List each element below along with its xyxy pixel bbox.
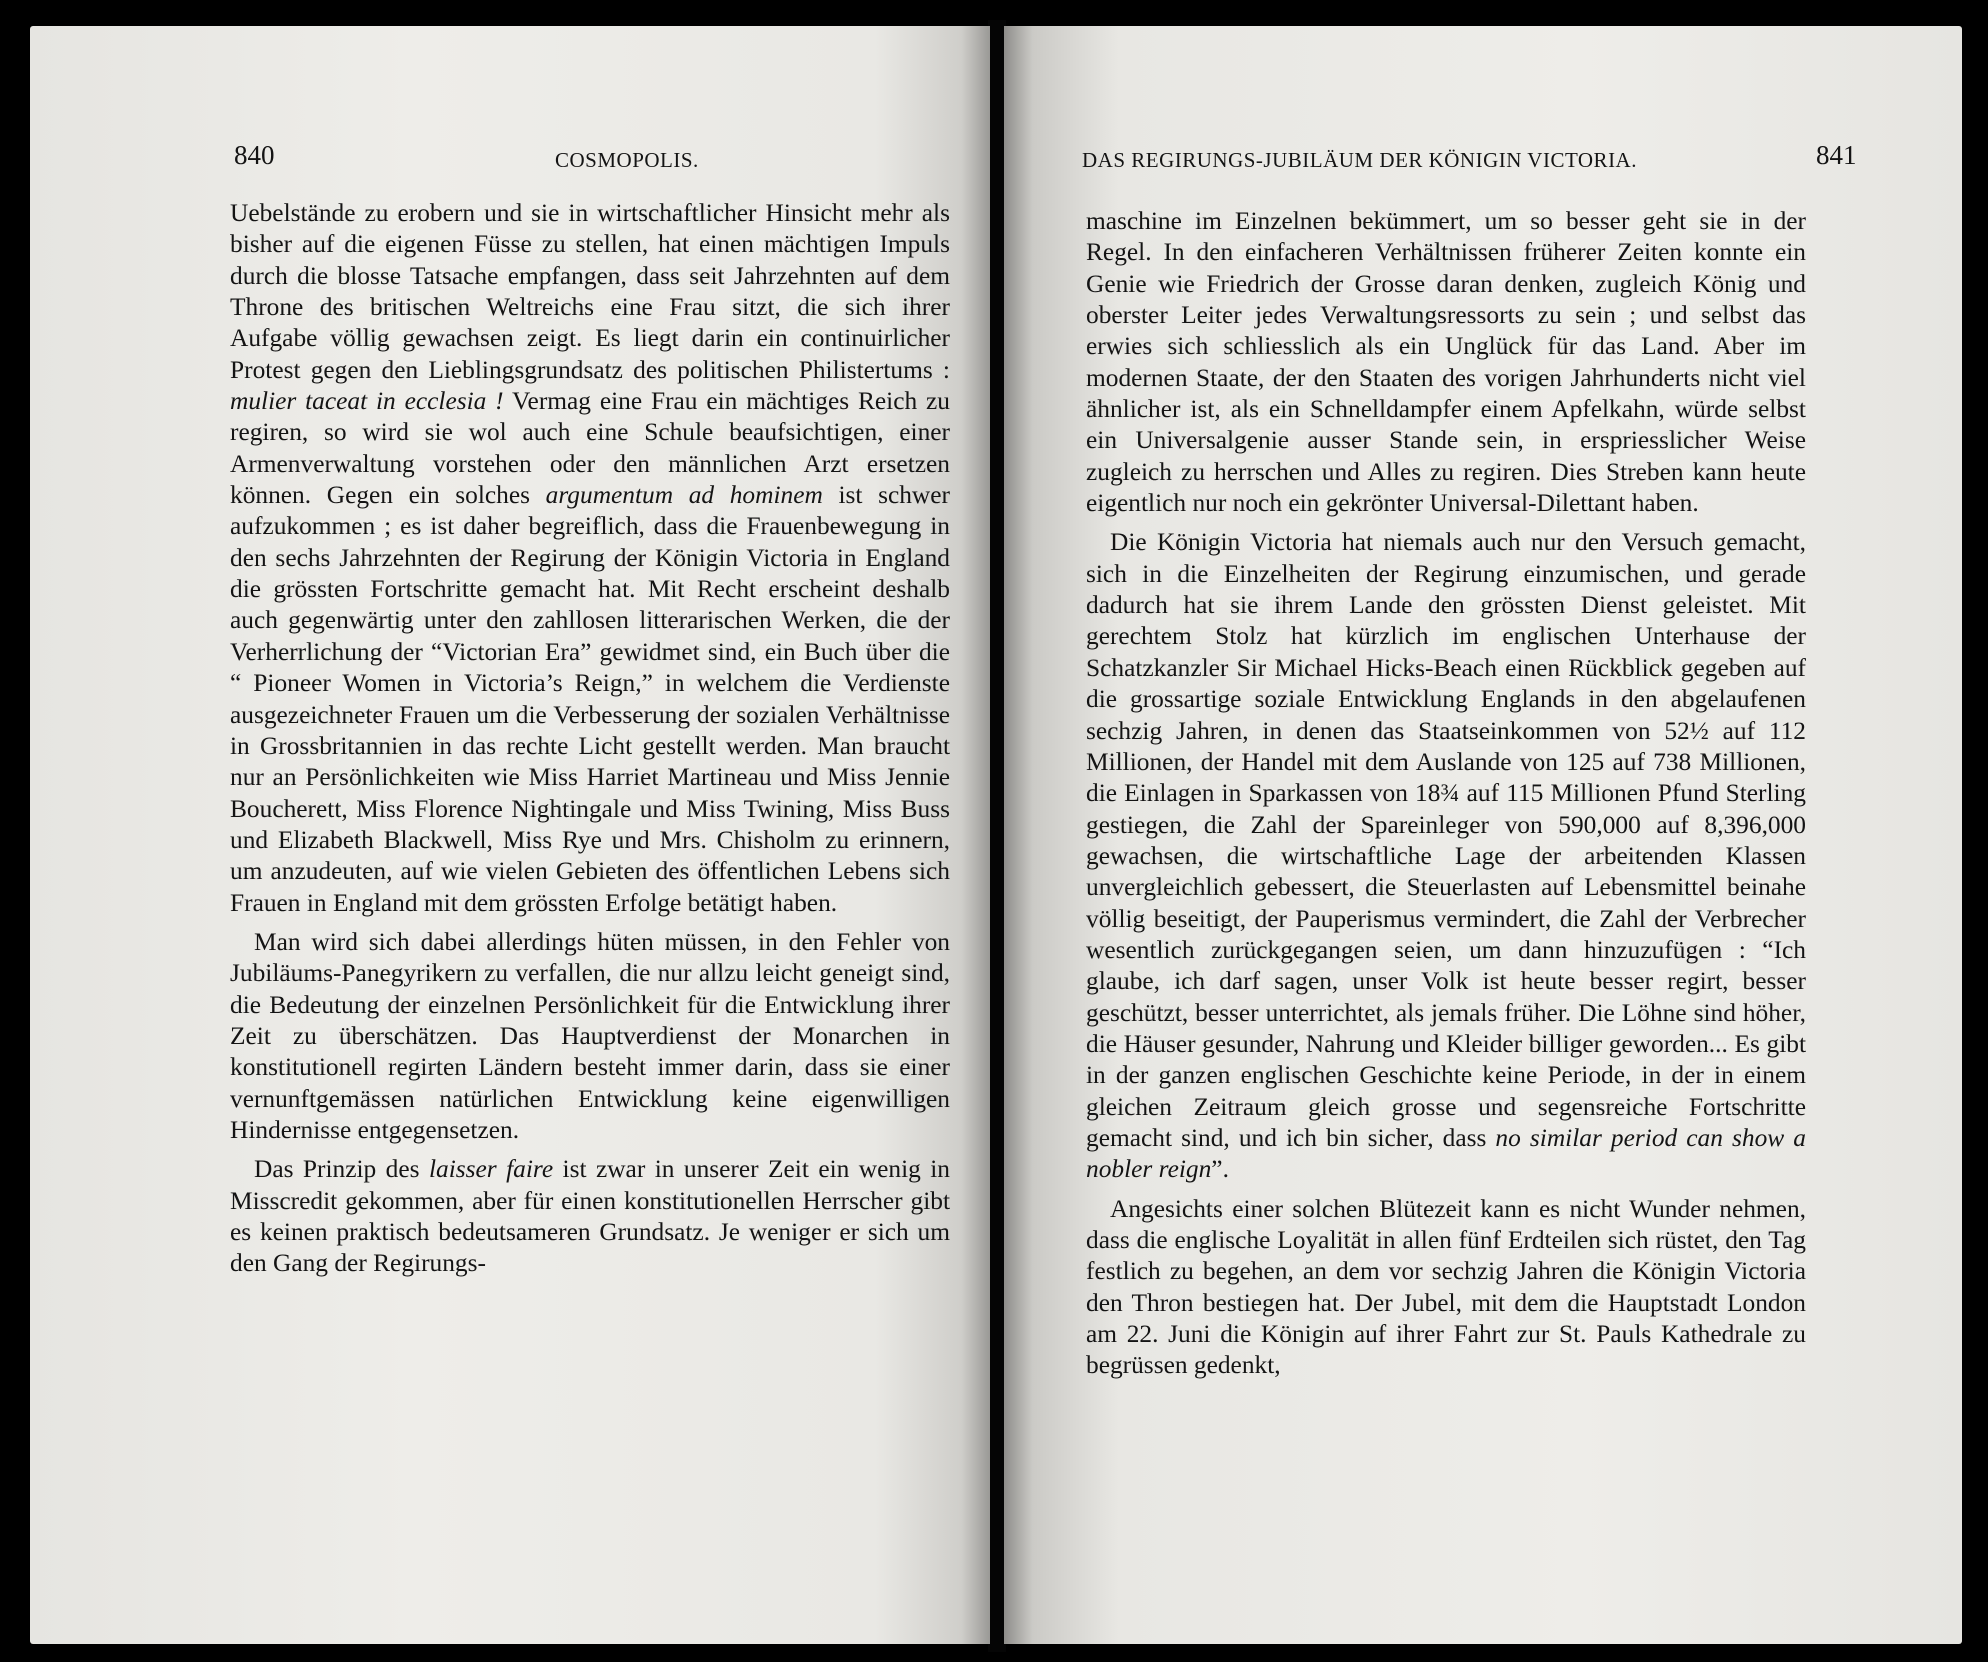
running-head: DAS REGIRUNGS-JUBILÄUM DER KÖNIGIN VICTORIA. [1082,148,1637,172]
text-run: Das Prinzip des [254,1155,429,1184]
left-page [30,26,990,1644]
italic-text: no similar period can show a nobler reign [1086,1123,1806,1184]
italic-text: argumentum ad hominem [545,481,823,510]
text-run: Vermag eine Frau ein mächtiges Reich zu regiren, so wird sie wol auch eine Schule beaufsichtigen, einer Armenverwaltung vorstehen oder den männlichen Arzt ersetzen können. Gegen ein solches [230,387,950,510]
paragraph [230,198,950,919]
text-run: ist zwar in unserer Zeit ein wenig in Misscredit gekommen, aber für einen konstitutionellen Herrscher gibt es keinen praktisch bedeutsameren Grundsatz. Je weniger er sich um den Gang der Regirungs- [230,1155,950,1278]
text-run: Angesichts einer solchen Blütezeit kann es nicht Wunder nehmen, dass die englische Loyalität in allen fünf Erdteilen sich rüstet, den Tag festlich zu begehen, an dem vor sechzig Jahren die Königin Victoria den Thron bestiegen hat. Der Jubel, mit dem die Hauptstadt London am 22. Juni die Königin auf ihrer Fahrt zur St. Pauls Kathedrale zu begrüssen gedenkt, [1086,1194,1806,1380]
text-run: ist schwer aufzukommen ; es ist daher begreiflich, dass die Frauenbewegung in den sechs Jahrzehnten der Regirung der Königin Victoria in England die grössten Fortschritte gemacht hat. Mit Recht erscheint deshalb auch gegenwärtig unter den zahllosen litterarischen Werken, die der Verherrlichung der “Victorian Era” gewidmet sind, ein Buch über die “ Pioneer Women in Victoria’s Reign,” in welchem die Verdienste ausgezeichneter Frauen um die Verbesserung der sozialen Verhältnisse in Grossbritannien in das rechte Licht gestellt werden. Man braucht nur an Persönlichkeiten wie Miss Harriet Martineau und Miss Jennie Boucherett, Miss Florence Nightingale und Miss Twining, Miss Buss und Elizabeth Blackwell, Miss Rye und Mrs. Chisholm zu erinnern, um anzudeuten, auf wie vielen Gebieten des öffentlichen Lebens sich Frauen in England mit dem grössten Erfolge betätigt haben. [230,481,950,917]
page-number: 841 [1816,140,1857,170]
italic-text: laisser faire [428,1155,554,1184]
body-text [230,198,950,1280]
italic-text: mulier taceat in ecclesia ! [230,387,504,416]
body-text [1086,206,1806,1382]
paragraph [1086,206,1806,519]
right-page [1004,26,1962,1644]
text-run: Die Königin Victoria hat niemals auch nur den Versuch gemacht, sich in die Einzelheiten der Regirung einzumischen, und gerade dadurch hat sie ihrem Lande den grössten Dienst geleistet. Mit gerechtem Stolz hat kürzlich im englischen Unterhause der Schatzkanzler Sir Michael Hicks-Beach einen Rückblick gegeben auf die grossartige soziale Entwicklung Englands in den abgelaufenen sechzig Jahren, in denen das Staatseinkommen von 52½ auf 112 Millionen, der Handel mit dem Auslande von 125 auf 738 Millionen, die Einlagen in Sparkassen von 18¾ auf 115 Millionen Pfund Sterling gestiegen, die Zahl der Spareinleger von 590,000 auf 8,396,000 gewachsen, die wirtschaftliche Lage der arbeitenden Klassen unvergleichlich gebessert, die Steuerlasten auf Lebensmittel beinahe völlig beseitigt, der Pauperismus vermindert, die Zahl der Verbrecher wesentlich zurückgegangen seien, um dann hinzuzufügen : “Ich glaube, ich darf sagen, unser Volk ist heute besser regirt, besser geschützt, besser unterrichtet, als jemals früher. Die Löhne sind höher, die Häuser gesunder, Nahrung und Kleider billiger geworden... Es gibt in der ganzen englischen Geschichte keine Periode, in der in einem gleichen Zeitraum gleich grosse und segensreiche Fortschritte gemacht sind, und ich bin sicher, dass [1086,528,1806,1152]
page-number: 840 [234,140,275,170]
text-run: Uebelstände zu erobern und sie in wirtschaftlicher Hinsicht mehr als bisher auf die eigenen Füsse zu stellen, hat einen mächtigen Impuls durch die blosse Tatsache empfangen, dass seit Jahrzehnten auf dem Throne des britischen Weltreichs eine Frau sitzt, die sich ihrer Aufgabe völlig gewachsen zeigt. Es liegt darin ein continuirlicher Protest gegen den Lieblingsgrundsatz des politischen Philistertums : [230,199,950,384]
paragraph [230,927,950,1146]
paragraph [230,1154,950,1279]
paragraph [1086,1194,1806,1382]
text-run: maschine im Einzelnen bekümmert, um so besser geht sie in der Regel. In den einfacheren Verhältnissen früherer Zeiten konnte ein Genie wie Friedrich der Grosse daran denken, zugleich König und oberster Leiter jedes Verwaltungsressorts zu sein ; und selbst das erwies sich schliesslich als ein Unglück für das Land. Aber im modernen Staate, der den Staaten des vorigen Jahrhunderts nicht viel ähnlicher ist, als ein Schnelldampfer einem Apfelkahn, würde selbst ein Universalgenie ausser Stande sein, in erspriesslicher Weise zugleich zu herrschen und Alles zu regiren. Dies Streben kann heute eigentlich nur noch ein gekrönter Universal-Dilettant haben. [1086,207,1806,518]
paragraph [1086,527,1806,1185]
text-run: ”. [1211,1155,1229,1184]
running-head: COSMOPOLIS. [555,148,699,172]
text-run: Man wird sich dabei allerdings hüten müssen, in den Fehler von Jubiläums-Panegyrikern zu verfallen, die nur allzu leicht geneigt sind, die Bedeutung der einzelnen Persönlichkeit für die Entwicklung ihrer Zeit zu überschätzen. Das Hauptverdienst der Monarchen in konstitutionell regirten Ländern besteht immer darin, dass sie einer vernunftgemässen natürlichen Entwicklung keine eigenwilligen Hindernisse entgegensetzen. [230,927,950,1144]
